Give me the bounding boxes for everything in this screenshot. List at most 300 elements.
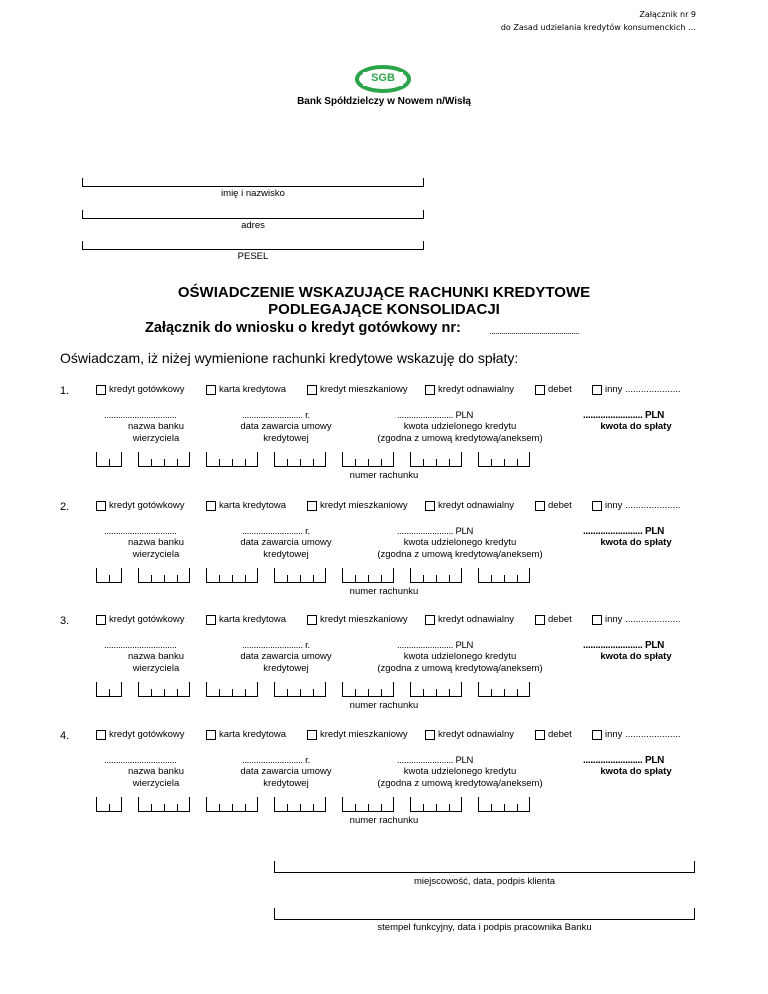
employee-signature-field[interactable] [274,908,695,920]
digit-divider [164,575,165,582]
option-other[interactable] [592,500,681,511]
account-digit-group[interactable] [96,683,122,697]
digit-divider [436,575,437,582]
loan-amount-label [360,537,560,561]
account-digit-group[interactable] [96,798,122,812]
digit-divider [517,575,518,582]
digit-divider [177,459,178,466]
entry-number: 2. [60,501,70,513]
digit-divider [138,452,139,466]
option-label: karta kredytowa [219,500,287,511]
application-number-field[interactable]: ............................................. [489,326,580,336]
digit-divider [436,804,437,811]
checkbox-icon[interactable] [206,501,216,511]
option-mortgage[interactable] [307,614,408,625]
title-line-2: PODLEGAJĄCE KONSOLIDACJI [268,301,500,318]
checkbox-icon[interactable] [307,501,317,511]
digit-divider [504,575,505,582]
checkbox-icon[interactable] [307,730,317,740]
account-digit-group[interactable] [410,683,462,697]
account-number-label: numer rachunku [349,700,419,711]
label-line: wierzyciela [132,663,180,674]
digit-divider [96,797,97,811]
digit-divider [368,459,369,466]
option-credit-card[interactable] [206,729,286,740]
account-digit-group[interactable] [274,569,326,583]
address-label: adres [241,220,265,231]
option-label: debet [548,384,572,395]
digit-divider [257,568,258,582]
digit-divider [121,682,122,696]
loan-amount-field[interactable]: ........................ PLN [397,640,474,651]
digit-divider [121,568,122,582]
digit-divider [313,804,314,811]
digit-divider [423,689,424,696]
option-label: kredyt gotówkowy [109,500,185,511]
option-label: karta kredytowa [219,384,287,395]
account-digit-group[interactable] [274,453,326,467]
option-label: debet [548,729,572,740]
digit-divider [449,804,450,811]
option-label: kredyt odnawialny [438,384,515,395]
option-mortgage[interactable] [307,729,408,740]
digit-divider [121,452,122,466]
label-line: (zgodna z umową kredytową/aneksem) [377,778,543,789]
sgb-logo [352,64,414,94]
digit-divider [300,459,301,466]
digit-divider [504,804,505,811]
creditor-bank-label [96,421,216,445]
label-line: nazwa banku [128,651,184,662]
digit-divider [189,452,190,466]
account-digit-group[interactable] [138,453,190,467]
digit-divider [313,689,314,696]
option-label: kredyt odnawialny [438,614,515,625]
repayment-amount-field[interactable]: ........................ PLN [583,640,665,651]
creditor-bank-field[interactable]: ............................... [104,410,177,421]
account-digit-group[interactable] [478,798,530,812]
digit-divider [206,682,207,696]
digit-divider [206,568,207,582]
digit-divider [491,575,492,582]
client-signature-label: miejscowość, data, podpis klienta [414,876,555,887]
checkbox-icon[interactable] [307,615,317,625]
digit-divider [325,797,326,811]
checkbox-icon[interactable] [535,385,545,395]
digit-divider [232,804,233,811]
name-field[interactable] [82,178,424,187]
pesel-label: PESEL [237,251,269,262]
checkbox-icon[interactable] [592,385,602,395]
option-mortgage[interactable] [307,384,408,395]
pesel-field[interactable] [82,241,424,250]
account-digit-group[interactable] [410,453,462,467]
creditor-bank-label [96,537,216,561]
client-signature-field[interactable] [274,861,695,873]
digit-divider [449,575,450,582]
digit-divider [300,575,301,582]
label-line: kredytowej [263,663,309,674]
repayment-amount-field[interactable]: ........................ PLN [583,410,665,421]
option-label: kredyt gotówkowy [109,614,185,625]
digit-divider [109,575,110,582]
account-digit-group[interactable] [478,453,530,467]
digit-divider [151,804,152,811]
loan-amount-field[interactable]: ........................ PLN [397,410,474,421]
digit-divider [381,575,382,582]
digit-divider [491,689,492,696]
employee-signature-label: stempel funkcyjny, data i podpis pracownika Banku [377,922,592,933]
checkbox-icon[interactable] [206,730,216,740]
label-line: kwota udzielonego kredytu [403,651,517,662]
option-label: kredyt odnawialny [438,500,515,511]
option-label: debet [548,614,572,625]
account-digit-group[interactable] [206,798,258,812]
account-number-label: numer rachunku [349,586,419,597]
option-label: inny ..................... [605,614,681,625]
account-number-label: numer rachunku [349,815,419,826]
account-digit-group[interactable] [96,569,122,583]
creditor-bank-field[interactable]: ............................... [104,526,177,537]
digit-divider [138,568,139,582]
digit-divider [232,689,233,696]
digit-divider [219,575,220,582]
digit-divider [449,459,450,466]
digit-divider [368,689,369,696]
entry-number: 1. [60,385,70,397]
checkbox-icon[interactable] [96,730,106,740]
label-line: nazwa banku [128,537,184,548]
digit-divider [478,682,479,696]
option-label: inny ..................... [605,729,681,740]
label-line: kwota udzielonego kredytu [403,537,517,548]
option-cash-loan[interactable] [96,729,185,740]
digit-divider [287,804,288,811]
digit-divider [461,797,462,811]
digit-divider [393,797,394,811]
loan-amount-field[interactable]: ........................ PLN [397,526,474,537]
account-digit-group[interactable] [206,569,258,583]
option-other[interactable] [592,384,681,395]
digit-divider [529,452,530,466]
digit-divider [461,452,462,466]
digit-divider [381,804,382,811]
digit-divider [381,689,382,696]
checkbox-icon[interactable] [425,501,435,511]
digit-divider [478,568,479,582]
creditor-bank-label [96,766,216,790]
account-digit-group[interactable] [410,569,462,583]
digit-divider [410,568,411,582]
digit-divider [478,452,479,466]
checkbox-icon[interactable] [592,615,602,625]
digit-divider [504,459,505,466]
contract-date-label [226,537,346,561]
digit-divider [368,804,369,811]
label-line: wierzyciela [132,433,180,444]
label-line: data zawarcia umowy [240,766,332,777]
contract-date-field[interactable]: .......................... r. [242,755,310,766]
digit-divider [381,459,382,466]
digit-divider [368,575,369,582]
digit-divider [529,797,530,811]
digit-divider [287,575,288,582]
label-line: kredytowej [263,778,309,789]
digit-divider [257,682,258,696]
digit-divider [189,682,190,696]
option-cash-loan[interactable] [96,384,185,395]
checkbox-icon[interactable] [425,385,435,395]
option-label: kredyt mieszkaniowy [320,729,408,740]
label-line: wierzyciela [132,549,180,560]
entry-number: 3. [60,615,70,627]
loan-amount-label [360,651,560,675]
account-digit-group[interactable] [138,683,190,697]
contract-date-label [226,766,346,790]
account-digit-group[interactable] [206,683,258,697]
document-title [0,284,768,318]
digit-divider [300,804,301,811]
digit-divider [355,804,356,811]
option-label: kredyt gotówkowy [109,729,185,740]
digit-divider [423,804,424,811]
checkbox-icon[interactable] [96,615,106,625]
checkbox-icon[interactable] [535,730,545,740]
checkbox-icon[interactable] [206,385,216,395]
digit-divider [423,575,424,582]
option-other[interactable] [592,614,681,625]
option-credit-card[interactable] [206,384,286,395]
entry-number: 4. [60,730,70,742]
account-number-label: numer rachunku [349,470,419,481]
digit-divider [109,804,110,811]
checkbox-icon[interactable] [307,385,317,395]
repayment-amount-label: kwota do spłaty [600,766,672,777]
account-digit-group[interactable] [96,453,122,467]
contract-date-field[interactable]: .......................... r. [242,526,310,537]
account-digit-group[interactable] [410,798,462,812]
option-debit[interactable] [535,729,572,740]
contract-date-field[interactable]: .......................... r. [242,410,310,421]
digit-divider [410,797,411,811]
digit-divider [177,689,178,696]
digit-divider [109,689,110,696]
option-debit[interactable] [535,614,572,625]
repayment-amount-label: kwota do spłaty [600,421,672,432]
label-line: kredytowej [263,433,309,444]
account-digit-group[interactable] [478,683,530,697]
digit-divider [96,682,97,696]
account-digit-group[interactable] [206,453,258,467]
loan-amount-label [360,421,560,445]
label-line: (zgodna z umową kredytową/aneksem) [377,549,543,560]
label-line: data zawarcia umowy [240,421,332,432]
digit-divider [300,689,301,696]
account-digit-group[interactable] [138,569,190,583]
option-cash-loan[interactable] [96,614,185,625]
option-label: kredyt mieszkaniowy [320,384,408,395]
option-label: inny ..................... [605,500,681,511]
digit-divider [232,459,233,466]
repayment-amount-label: kwota do spłaty [600,651,672,662]
digit-divider [491,459,492,466]
digit-divider [410,682,411,696]
contract-date-label [226,651,346,675]
digit-divider [423,459,424,466]
digit-divider [138,797,139,811]
digit-divider [342,682,343,696]
digit-divider [257,452,258,466]
digit-divider [436,459,437,466]
option-other[interactable] [592,729,681,740]
digit-divider [342,452,343,466]
checkbox-icon[interactable] [592,501,602,511]
digit-divider [138,682,139,696]
loan-amount-field[interactable]: ........................ PLN [397,755,474,766]
digit-divider [517,804,518,811]
digit-divider [151,459,152,466]
digit-divider [206,797,207,811]
digit-divider [257,797,258,811]
repayment-amount-field[interactable]: ........................ PLN [583,755,665,766]
label-line: nazwa banku [128,766,184,777]
digit-divider [517,689,518,696]
digit-divider [189,797,190,811]
account-digit-group[interactable] [274,683,326,697]
digit-divider [274,452,275,466]
option-label: kredyt odnawialny [438,729,515,740]
digit-divider [219,804,220,811]
option-label: kredyt mieszkaniowy [320,614,408,625]
digit-divider [151,575,152,582]
digit-divider [355,689,356,696]
checkbox-icon[interactable] [592,730,602,740]
title-line-1: OŚWIADCZENIE WSKAZUJĄCE RACHUNKI KREDYTOWE [177,284,591,301]
digit-divider [325,452,326,466]
account-digit-group[interactable] [342,798,394,812]
contract-date-field[interactable]: .......................... r. [242,640,310,651]
declaration-intro: Oświadczam, iż niżej wymienione rachunki kredytowe wskazuję do spłaty: [60,350,519,366]
digit-divider [355,459,356,466]
digit-divider [245,689,246,696]
digit-divider [436,689,437,696]
digit-divider [96,452,97,466]
label-line: data zawarcia umowy [240,537,332,548]
option-label: kredyt gotówkowy [109,384,185,395]
option-debit[interactable] [535,384,572,395]
digit-divider [245,575,246,582]
bank-name: Bank Spółdzielczy w Nowem n/Wisłą [297,96,471,107]
option-credit-card[interactable] [206,500,286,511]
digit-divider [189,568,190,582]
digit-divider [109,459,110,466]
account-digit-group[interactable] [342,683,394,697]
checkbox-icon[interactable] [206,615,216,625]
digit-divider [529,568,530,582]
digit-divider [164,459,165,466]
account-digit-group[interactable] [342,453,394,467]
digit-divider [393,682,394,696]
digit-divider [517,459,518,466]
option-label: debet [548,500,572,511]
loan-amount-label [360,766,560,790]
digit-divider [232,575,233,582]
repayment-amount-field[interactable]: ........................ PLN [583,526,665,537]
digit-divider [121,797,122,811]
digit-divider [177,575,178,582]
annex-label: Załącznik do wniosku o kredyt gotówkowy nr: [145,320,461,336]
digit-divider [504,689,505,696]
digit-divider [393,568,394,582]
digit-divider [177,804,178,811]
checkbox-icon[interactable] [425,615,435,625]
label-line: nazwa banku [128,421,184,432]
creditor-bank-label [96,651,216,675]
option-credit-card[interactable] [206,614,286,625]
checkbox-icon[interactable] [96,501,106,511]
digit-divider [287,689,288,696]
option-label: karta kredytowa [219,614,287,625]
checkbox-icon[interactable] [96,385,106,395]
digit-divider [151,689,152,696]
digit-divider [245,459,246,466]
digit-divider [461,682,462,696]
checkbox-icon[interactable] [425,730,435,740]
digit-divider [206,452,207,466]
label-line: kwota udzielonego kredytu [403,766,517,777]
digit-divider [274,797,275,811]
account-digit-group[interactable] [138,798,190,812]
account-digit-group[interactable] [274,798,326,812]
digit-divider [491,804,492,811]
name-label: imię i nazwisko [221,188,285,199]
label-line: data zawarcia umowy [240,651,332,662]
digit-divider [313,459,314,466]
digit-divider [342,568,343,582]
digit-divider [164,804,165,811]
digit-divider [287,459,288,466]
option-debit[interactable] [535,500,572,511]
option-revolving[interactable] [425,384,514,395]
digit-divider [529,682,530,696]
option-revolving[interactable] [425,500,514,511]
label-line: kwota udzielonego kredytu [403,421,517,432]
digit-divider [274,568,275,582]
account-digit-group[interactable] [478,569,530,583]
option-label: kredyt mieszkaniowy [320,500,408,511]
option-cash-loan[interactable] [96,500,185,511]
checkbox-icon[interactable] [535,501,545,511]
label-line: kredytowej [263,549,309,560]
checkbox-icon[interactable] [535,615,545,625]
digit-divider [245,804,246,811]
creditor-bank-field[interactable]: ............................... [104,640,177,651]
option-revolving[interactable] [425,614,514,625]
digit-divider [325,568,326,582]
address-field[interactable] [82,210,424,219]
creditor-bank-field[interactable]: ............................... [104,755,177,766]
label-line: wierzyciela [132,778,180,789]
digit-divider [461,568,462,582]
digit-divider [96,568,97,582]
label-line: (zgodna z umową kredytową/aneksem) [377,663,543,674]
digit-divider [410,452,411,466]
option-mortgage[interactable] [307,500,408,511]
digit-divider [219,689,220,696]
account-digit-group[interactable] [342,569,394,583]
annex-number: Załącznik nr 9 [639,10,696,19]
option-revolving[interactable] [425,729,514,740]
